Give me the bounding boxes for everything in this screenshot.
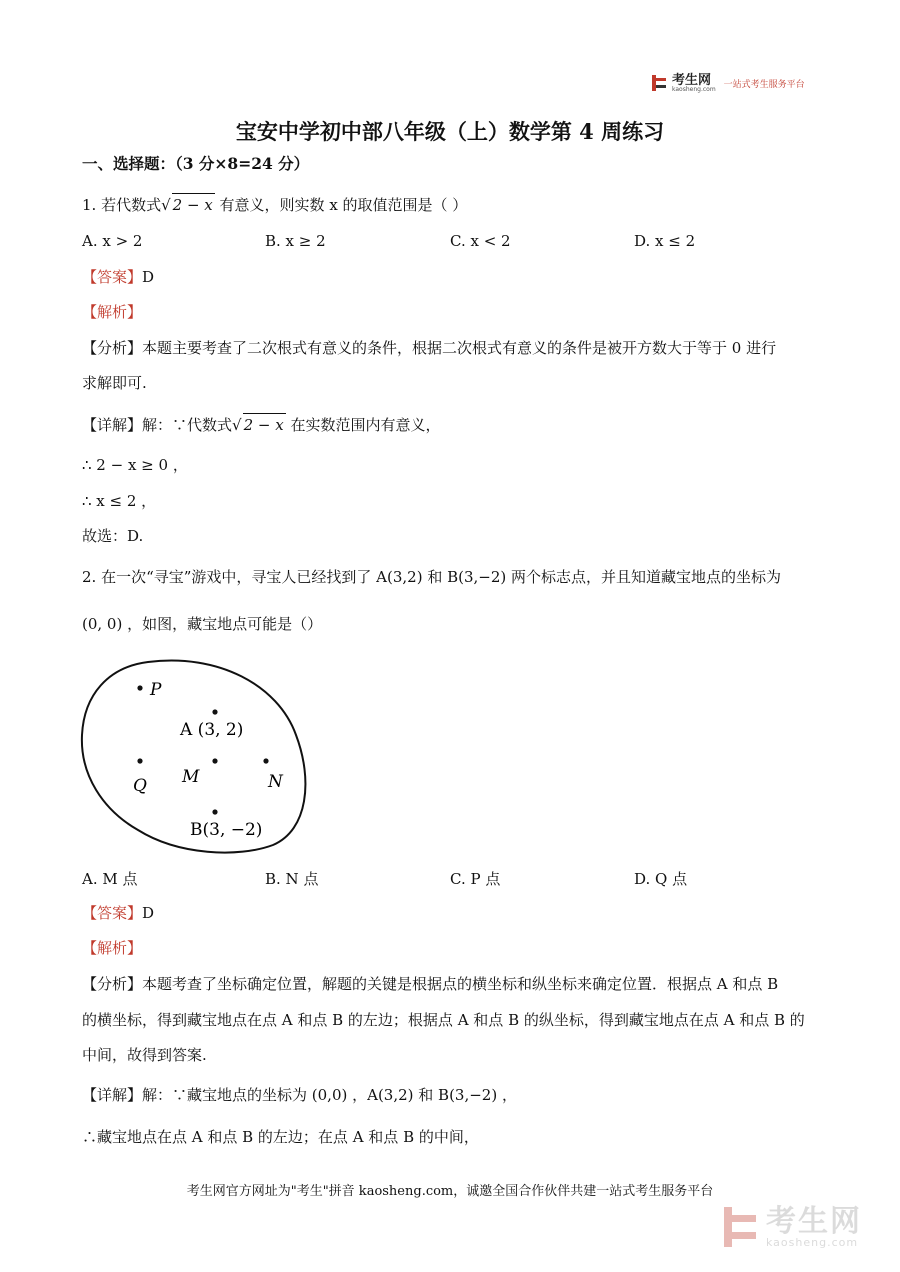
q2-fenxi-text1: 本题考查了坐标确定位置，解题的关键是根据点的横坐标和纵坐标来确定位置．根据点 A 和点 B (142, 975, 779, 993)
brand-domain: kaosheng.com (672, 85, 716, 93)
q1-stem-post: 有意义，则实数 x 的取值范围是（ ） (219, 196, 468, 214)
q2-fenxi-line2: 的横坐标，得到藏宝地点在点 A 和点 B 的左边；根据点 A 和点 B 的纵坐标，得到藏宝地点在点 A 和点 B 的 (82, 1011, 805, 1029)
q2-option-b: B. N 点 (265, 870, 319, 888)
q1-fenxi-tag: 【分析】 (82, 339, 143, 357)
q1-step1: ∴ 2 − x ≥ 0 ， (82, 456, 188, 474)
point-m-dot (212, 758, 217, 763)
brand-logo (650, 72, 805, 94)
q2-option-d: D. Q 点 (634, 870, 688, 888)
q1-xiangjie-radicand: 2 − x (243, 413, 286, 436)
q1-option-b: B. x ≥ 2 (265, 232, 326, 250)
q1-xiangjie (82, 413, 441, 436)
q1-fenxi-text1: 本题主要考查了二次根式有意义的条件，根据二次根式有意义的条件是被开方数大于等于 0 进行 (142, 339, 777, 357)
page-title: 宝安中学初中部八年级（上）数学第 4 周练习 (235, 119, 665, 144)
watermark-domain: kaosheng.com (766, 1235, 859, 1249)
q2-fenxi-line3: 中间，故得到答案. (82, 1046, 207, 1064)
brand-mark-icon (650, 74, 668, 92)
q1-analysis-tag: 【解析】 (82, 303, 143, 321)
q2-answer-tag: 【答案】 (82, 904, 143, 922)
q2-xiangjie-text1: 解：∵藏宝地点的坐标为 (0,0) ，A(3,2) 和 B(3,−2) ， (142, 1086, 517, 1104)
point-n-dot (263, 758, 268, 763)
point-n-label: N (268, 772, 283, 792)
watermark-mark-icon (720, 1205, 760, 1249)
q2-xiangjie-line2: ∴藏宝地点在点 A 和点 B 的左边；在点 A 和点 B 的中间， (82, 1128, 479, 1146)
point-m-label: M (182, 767, 200, 787)
q1-step2: ∴ x ≤ 2 ， (82, 492, 157, 510)
point-a-dot (212, 709, 217, 714)
q1-option-c: C. x < 2 (450, 232, 511, 250)
q2-answer (82, 902, 154, 924)
point-a-label: A (3, 2) (180, 720, 244, 740)
q2-figure (78, 655, 328, 860)
point-q-dot (137, 758, 142, 763)
q2-stem-line1: 2. 在一次“寻宝”游戏中，寻宝人已经找到了 A(3,2) 和 B(3,−2) 两个标志点，并且知道藏宝地点的坐标为 (82, 568, 782, 586)
section-heading: 一、选择题：（3 分×8=24 分） (82, 154, 310, 173)
radical-sign-icon: √ (161, 196, 171, 214)
q1-xiangjie-tag: 【详解】 (82, 416, 143, 434)
point-q-label: Q (133, 776, 147, 796)
point-p-label: P (150, 680, 162, 700)
q2-xiangjie-tag: 【详解】 (82, 1086, 143, 1104)
q1-answer-tag: 【答案】 (82, 268, 143, 286)
q1-fenxi-line2: 求解即可. (82, 374, 147, 392)
watermark-logo (720, 1205, 862, 1249)
q2-analysis-tag: 【解析】 (82, 939, 143, 957)
point-p-dot (137, 685, 142, 690)
q1-stem (82, 193, 467, 216)
q2-option-a: A. M 点 (82, 870, 138, 888)
q1-stem-pre: 1. 若代数式 (82, 196, 162, 214)
q1-fenxi-line1 (82, 337, 776, 359)
q2-xiangjie-line1 (82, 1084, 517, 1106)
q1-option-a: A. x > 2 (82, 232, 143, 250)
q1-answer (82, 266, 154, 288)
radical-sign-icon: √ (232, 416, 242, 434)
watermark-name: 考生网 (766, 1203, 862, 1239)
q1-answer-value: D (142, 268, 155, 286)
q2-stem-line2: (0, 0) ，如图，藏宝地点可能是（） (82, 615, 323, 633)
q2-answer-value: D (142, 904, 155, 922)
q1-xiangjie-pre: 解：∵代数式 (142, 416, 233, 434)
q2-fenxi-line1 (82, 973, 778, 995)
q1-option-d: D. x ≤ 2 (634, 232, 696, 250)
q1-xiangjie-post: 在实数范围内有意义， (290, 416, 441, 434)
q2-option-c: C. P 点 (450, 870, 501, 888)
point-b-dot (212, 809, 217, 814)
brand-slogan: 一站式考生服务平台 (723, 79, 805, 90)
page-footer: 考生网官方网址为"考生"拼音 kaosheng.com，诚邀全国合作伙伴共建一站式考生服务平台 (186, 1184, 714, 1199)
q2-fenxi-tag: 【分析】 (82, 975, 143, 993)
point-b-label: B(3, −2) (190, 820, 263, 840)
q1-step3: 故选：D. (82, 527, 144, 545)
brand-name: 考生网 (672, 72, 712, 88)
q1-radicand: 2 − x (172, 193, 215, 216)
